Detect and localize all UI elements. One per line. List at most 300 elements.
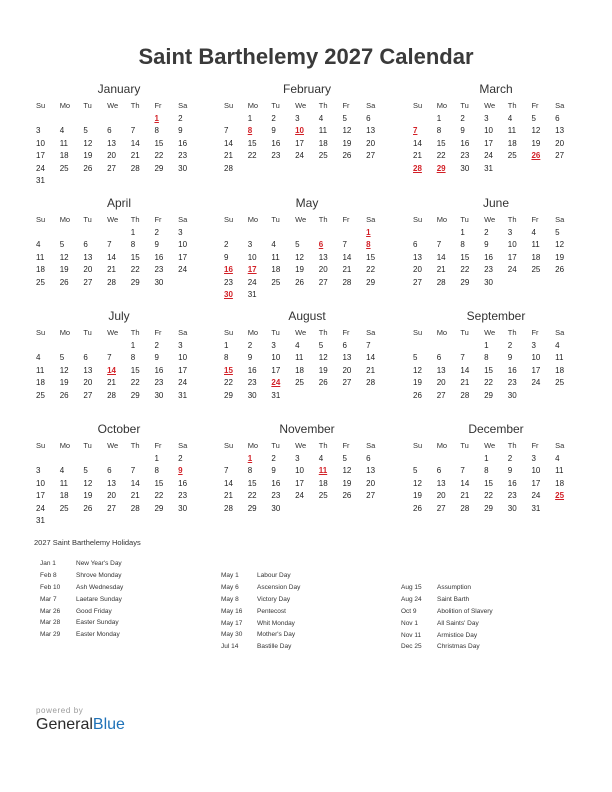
weekday-label: We	[107, 101, 119, 110]
day-cell: 27	[436, 503, 446, 513]
day-cell: 14	[460, 478, 470, 488]
week-row	[224, 390, 390, 402]
holiday-date: Feb 8	[40, 571, 57, 579]
weekday-label: Sa	[178, 328, 188, 337]
holiday-name: Armistice Day	[437, 631, 478, 639]
day-cell: 17	[178, 365, 188, 375]
holiday-row	[221, 594, 300, 606]
weekday-label: Tu	[83, 441, 92, 450]
weekday-label: Sa	[366, 328, 376, 337]
empty-day-cell	[248, 227, 272, 239]
weekday-label: Tu	[460, 441, 469, 450]
day-cell: 9	[224, 252, 229, 262]
empty-day-cell	[460, 453, 484, 465]
day-cell: 24	[178, 378, 188, 388]
empty-day-cell	[342, 227, 366, 239]
weekday-label: Su	[224, 328, 234, 337]
day-cell: 12	[295, 252, 304, 262]
holiday-date: Mar 29	[40, 631, 61, 639]
day-cell: 22	[130, 265, 140, 275]
day-cell: 20	[413, 265, 422, 275]
day-cell: 16	[247, 365, 257, 375]
empty-day-cell	[366, 390, 390, 402]
week-row	[224, 150, 390, 162]
day-cell: 17	[178, 252, 188, 262]
day-cell: 21	[460, 491, 470, 501]
week-row	[224, 239, 390, 251]
day-cell: 10	[271, 353, 281, 363]
month-name: June	[482, 196, 510, 210]
day-cell: 11	[318, 466, 328, 476]
day-cell: 8	[224, 353, 229, 363]
month-name: December	[468, 422, 524, 436]
day-cell: 4	[271, 240, 276, 250]
day-cell: 11	[59, 138, 68, 148]
day-cell: 1	[130, 341, 136, 350]
day-cell: 6	[107, 126, 112, 136]
day-cell: 2	[484, 228, 489, 237]
day-cell: 30	[247, 390, 257, 400]
day-cell: 28	[413, 163, 422, 173]
day-cell: 28	[107, 390, 116, 400]
day-cell: 29	[247, 503, 257, 513]
day-cell: 14	[224, 138, 233, 148]
day-cell: 4	[531, 228, 536, 237]
week-row	[224, 340, 390, 352]
day-cell: 19	[342, 478, 352, 488]
weekday-label: Th	[318, 441, 328, 450]
day-cell: 26	[318, 378, 328, 388]
day-cell: 30	[507, 503, 517, 513]
day-cell: 23	[271, 151, 281, 161]
weekday-header	[413, 439, 579, 453]
day-cell: 26	[413, 503, 422, 513]
week-row	[36, 175, 202, 187]
day-cell: 11	[507, 126, 517, 136]
day-cell: 22	[247, 491, 257, 501]
day-cell: 3	[531, 341, 536, 350]
day-cell: 29	[130, 390, 140, 400]
week-row	[36, 125, 202, 137]
holiday-name: Mother's Day	[257, 631, 296, 639]
holiday-name: Labour Day	[257, 572, 291, 579]
day-cell: 18	[507, 138, 517, 148]
day-cell: 5	[531, 114, 536, 123]
holiday-row	[221, 618, 300, 630]
day-cell: 11	[36, 365, 45, 375]
weekday-label: Su	[224, 441, 234, 450]
empty-day-cell	[413, 113, 437, 125]
empty-day-cell	[107, 340, 131, 352]
day-cell: 5	[413, 466, 418, 476]
day-cell: 4	[555, 341, 560, 350]
day-cell: 6	[83, 240, 88, 250]
holiday-row	[221, 606, 300, 618]
empty-day-cell	[60, 453, 84, 465]
empty-day-cell	[60, 175, 84, 187]
week-row	[36, 239, 202, 251]
day-cell: 19	[83, 151, 93, 161]
weekday-label: Th	[130, 215, 140, 224]
day-cell: 29	[484, 503, 493, 513]
day-cell: 23	[484, 265, 493, 275]
empty-day-cell	[178, 175, 202, 187]
day-cell: 5	[59, 240, 65, 250]
empty-day-cell	[60, 113, 84, 125]
day-cell: 2	[507, 454, 513, 463]
day-cell: 12	[83, 138, 93, 148]
day-cell: 24	[247, 277, 257, 287]
day-cell: 21	[436, 265, 446, 275]
empty-day-cell	[83, 227, 107, 239]
weekday-label: Th	[507, 215, 517, 224]
day-cell: 9	[460, 126, 465, 136]
day-cell: 5	[342, 454, 347, 463]
empty-day-cell	[107, 227, 131, 239]
day-cell: 22	[460, 265, 470, 275]
day-cell: 16	[178, 138, 188, 148]
day-cell: 1	[460, 228, 465, 237]
day-cell: 26	[83, 163, 93, 173]
day-cell: 6	[555, 114, 560, 123]
day-cell: 18	[36, 378, 45, 388]
holiday-row	[401, 618, 493, 630]
day-cell: 27	[107, 163, 116, 173]
day-cell: 8	[484, 353, 489, 363]
day-cell: 6	[436, 466, 442, 476]
day-cell: 6	[83, 353, 88, 363]
brand-blue-text: Blue	[92, 716, 125, 733]
empty-day-cell	[131, 515, 155, 527]
day-cell: 29	[130, 277, 140, 287]
holiday-name: Victory Day	[257, 595, 291, 603]
weekday-label: Sa	[178, 101, 188, 110]
day-cell: 27	[366, 491, 376, 501]
day-cell: 4	[36, 240, 41, 250]
day-cell: 20	[83, 265, 93, 275]
empty-day-cell	[224, 453, 248, 465]
day-cell: 15	[460, 252, 470, 262]
day-cell: 1	[224, 341, 229, 350]
weekday-header	[224, 99, 390, 113]
day-cell: 9	[154, 240, 159, 250]
day-cell: 4	[318, 114, 324, 123]
day-cell: 17	[36, 491, 45, 501]
weekday-label: Th	[318, 215, 328, 224]
day-cell: 4	[59, 126, 65, 136]
day-cell: 2	[460, 114, 465, 123]
holiday-row	[401, 582, 493, 594]
weekday-header	[413, 99, 579, 113]
day-cell: 9	[484, 240, 489, 250]
day-cell: 27	[318, 277, 328, 287]
weekday-label: Th	[130, 441, 140, 450]
day-cell: 5	[83, 466, 88, 476]
day-cell: 30	[484, 277, 493, 287]
empty-day-cell	[460, 340, 484, 352]
week-row	[36, 352, 202, 364]
day-cell: 30	[154, 390, 164, 400]
month-december	[413, 421, 579, 515]
day-cell: 22	[130, 378, 140, 388]
weekday-label: Fr	[342, 441, 350, 450]
day-cell: 31	[178, 390, 188, 400]
day-cell: 26	[413, 390, 422, 400]
weekday-label: Mo	[436, 101, 448, 110]
day-cell: 15	[484, 365, 493, 375]
empty-day-cell	[437, 227, 461, 239]
week-row	[36, 453, 202, 465]
day-cell: 24	[295, 491, 304, 501]
holiday-name: Laetare Sunday	[76, 595, 122, 603]
week-row	[36, 113, 202, 125]
holiday-name: Good Friday	[76, 607, 112, 615]
day-cell: 10	[178, 353, 188, 363]
weekday-label: We	[295, 215, 307, 224]
day-cell: 15	[130, 365, 140, 375]
empty-day-cell	[36, 340, 60, 352]
day-cell: 17	[531, 365, 541, 375]
day-cell: 23	[507, 491, 517, 501]
day-cell: 26	[555, 265, 565, 275]
empty-day-cell	[342, 163, 366, 175]
weekday-label: Su	[413, 101, 423, 110]
day-cell: 29	[154, 163, 164, 173]
weekday-label: Fr	[154, 215, 162, 224]
empty-day-cell	[178, 277, 202, 289]
week-row	[224, 227, 390, 239]
day-cell: 7	[130, 466, 136, 476]
weekday-label: Su	[36, 215, 46, 224]
week-row	[224, 125, 390, 137]
weekday-label: Sa	[555, 215, 565, 224]
empty-day-cell	[60, 227, 84, 239]
day-cell: 17	[36, 151, 45, 161]
day-cell: 4	[507, 114, 513, 123]
day-cell: 21	[460, 378, 470, 388]
day-cell: 2	[178, 114, 183, 123]
weekday-label: Tu	[460, 101, 469, 110]
day-cell: 31	[531, 503, 541, 513]
week-row	[413, 150, 579, 162]
day-cell: 18	[318, 138, 328, 148]
weekday-label: Tu	[460, 328, 469, 337]
day-cell: 24	[36, 503, 45, 513]
holiday-row	[401, 606, 493, 618]
week-row	[413, 340, 579, 352]
day-cell: 13	[107, 138, 116, 148]
week-row	[224, 365, 390, 377]
empty-day-cell	[36, 227, 60, 239]
holiday-name: Easter Monday	[76, 631, 120, 639]
day-cell: 23	[178, 151, 188, 161]
day-cell: 28	[342, 277, 352, 287]
day-cell: 31	[271, 390, 281, 400]
month-name: September	[466, 309, 526, 323]
day-cell: 13	[83, 252, 93, 262]
weekday-label: Fr	[531, 101, 539, 110]
day-cell: 13	[555, 126, 565, 136]
day-cell: 16	[507, 365, 517, 375]
day-cell: 22	[484, 491, 493, 501]
empty-day-cell	[366, 289, 390, 301]
day-cell: 1	[154, 114, 159, 123]
day-cell: 9	[247, 353, 253, 363]
week-row	[36, 377, 202, 389]
day-cell: 1	[484, 341, 489, 350]
day-cell: 25	[318, 151, 328, 161]
day-cell: 13	[366, 466, 376, 476]
week-row	[224, 478, 390, 490]
week-row	[224, 289, 390, 301]
day-cell: 18	[531, 252, 541, 262]
day-cell: 6	[366, 114, 371, 123]
weekday-label: Fr	[154, 328, 162, 337]
day-cell: 3	[271, 341, 276, 350]
weekday-label: Tu	[271, 328, 280, 337]
week-row	[413, 503, 579, 515]
day-cell: 3	[531, 454, 536, 463]
weekday-header	[224, 326, 390, 340]
day-cell: 27	[436, 390, 446, 400]
weekday-label: Sa	[366, 215, 376, 224]
day-cell: 18	[295, 365, 304, 375]
day-cell: 11	[36, 252, 45, 262]
holiday-name: Pentecost	[257, 607, 286, 615]
empty-day-cell	[36, 453, 60, 465]
week-row	[413, 264, 579, 276]
empty-day-cell	[555, 163, 579, 175]
day-cell: 28	[366, 378, 376, 388]
day-cell: 7	[107, 353, 112, 363]
day-cell: 8	[247, 126, 253, 136]
day-cell: 9	[507, 466, 513, 476]
week-row	[36, 390, 202, 402]
weekday-label: Th	[318, 328, 328, 337]
weekday-label: Th	[318, 101, 328, 110]
day-cell: 7	[130, 126, 136, 136]
day-cell: 31	[247, 289, 257, 299]
day-cell: 23	[271, 491, 281, 501]
month-february	[224, 81, 390, 175]
empty-day-cell	[224, 227, 248, 239]
week-row	[36, 365, 202, 377]
day-cell: 20	[107, 491, 116, 501]
empty-day-cell	[295, 163, 319, 175]
weekday-label: Sa	[178, 441, 188, 450]
day-cell: 28	[130, 163, 140, 173]
day-cell: 16	[178, 478, 188, 488]
powered-by-text: powered by	[36, 706, 84, 715]
day-cell: 31	[36, 515, 45, 525]
weekday-header	[413, 326, 579, 340]
day-cell: 13	[107, 478, 116, 488]
empty-day-cell	[178, 515, 202, 527]
day-cell: 24	[271, 378, 281, 388]
day-cell: 27	[555, 151, 565, 161]
day-cell: 29	[366, 277, 376, 287]
holiday-name: Assumption	[437, 584, 471, 591]
empty-day-cell	[131, 175, 155, 187]
weekday-label: Fr	[342, 328, 350, 337]
holiday-row	[221, 641, 300, 653]
week-row	[413, 352, 579, 364]
day-cell: 2	[247, 341, 253, 350]
weekday-label: Sa	[366, 101, 376, 110]
holiday-date: Nov 11	[401, 631, 422, 639]
week-row	[413, 227, 579, 239]
empty-day-cell	[248, 163, 272, 175]
empty-day-cell	[319, 289, 343, 301]
day-cell: 14	[460, 365, 470, 375]
day-cell: 2	[507, 341, 513, 350]
weekday-header	[36, 326, 202, 340]
day-cell: 17	[531, 478, 541, 488]
brand-general-text: General	[36, 716, 93, 733]
day-cell: 25	[531, 265, 541, 275]
day-cell: 8	[154, 126, 159, 136]
holiday-column	[40, 558, 123, 641]
day-cell: 19	[295, 265, 304, 275]
day-cell: 15	[484, 478, 493, 488]
day-cell: 24	[531, 491, 541, 501]
week-row	[36, 465, 202, 477]
weekday-label: Su	[224, 215, 234, 224]
empty-day-cell	[295, 227, 319, 239]
day-cell: 14	[342, 252, 352, 262]
empty-day-cell	[83, 515, 107, 527]
day-cell: 30	[271, 503, 281, 513]
day-cell: 2	[154, 228, 159, 237]
holiday-row	[40, 617, 123, 629]
week-row	[413, 365, 579, 377]
day-cell: 17	[271, 365, 281, 375]
week-row	[36, 227, 202, 239]
day-cell: 22	[154, 151, 164, 161]
day-cell: 25	[318, 491, 328, 501]
day-cell: 4	[555, 454, 560, 463]
weekday-label: Fr	[531, 215, 539, 224]
day-cell: 17	[507, 252, 517, 262]
holiday-date: Mar 7	[40, 595, 57, 603]
day-cell: 19	[413, 491, 422, 501]
empty-day-cell	[83, 340, 107, 352]
holiday-date: Oct 9	[401, 607, 417, 615]
day-cell: 7	[224, 126, 229, 136]
day-cell: 27	[366, 151, 376, 161]
day-cell: 29	[224, 390, 233, 400]
weekday-label: Fr	[154, 441, 162, 450]
weekday-label: We	[484, 328, 496, 337]
day-cell: 12	[531, 126, 541, 136]
day-cell: 21	[107, 378, 116, 388]
holiday-row	[401, 641, 493, 653]
empty-day-cell	[295, 390, 319, 402]
week-row	[224, 113, 390, 125]
empty-day-cell	[131, 453, 155, 465]
weekday-label: Sa	[366, 441, 376, 450]
day-cell: 25	[36, 390, 45, 400]
holiday-date: Jul 14	[221, 643, 239, 651]
holiday-date: Dec 25	[401, 643, 422, 651]
day-cell: 7	[224, 466, 229, 476]
empty-day-cell	[413, 340, 437, 352]
week-row	[36, 252, 202, 264]
week-row	[413, 163, 579, 175]
empty-day-cell	[319, 227, 343, 239]
holiday-name: All Saints' Day	[437, 619, 479, 627]
day-cell: 13	[318, 252, 328, 262]
